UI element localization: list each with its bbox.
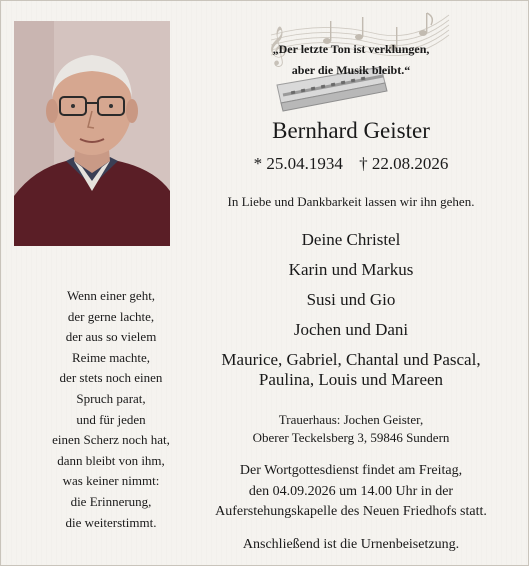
poem-line: Spruch parat, — [76, 390, 146, 406]
poem-line: was keiner nimmt: — [62, 473, 160, 489]
burial-info: Anschließend ist die Urnenbeisetzung. — [242, 537, 460, 552]
intro-text: In Liebe und Dankbarkeit lassen wir ihn gehen. — [227, 194, 475, 209]
deceased-name: Bernhard Geister — [272, 118, 430, 143]
poem-line: und für jeden — [76, 411, 146, 427]
mourners-list — [181, 230, 521, 390]
poem-line: dann bleibt von ihm, — [57, 452, 165, 468]
mourner-line: Jochen und Dani — [293, 320, 409, 339]
trauerhaus-line-2: Oberer Teckelsberg 3, 59846 Sundern — [252, 430, 450, 445]
poem-line: Wenn einer geht, — [66, 288, 156, 303]
poem — [21, 286, 201, 533]
memorial-quote — [201, 39, 501, 81]
svg-text:𝄞: 𝄞 — [267, 26, 288, 66]
poem-line: die weiterstimmt. — [65, 514, 157, 530]
trauerhaus-line-1: Trauerhaus: Jochen Geister, — [278, 412, 424, 427]
poem-line: die Erinnerung, — [70, 493, 152, 509]
birth-date: * 25.04.1934 — [253, 154, 343, 173]
quote-line-2: aber die Musik bleibt.“ — [291, 63, 411, 77]
mourner-line: Susi und Gio — [306, 290, 396, 309]
service-info — [171, 461, 529, 523]
poem-line: einen Scherz noch hat, — [52, 432, 170, 448]
mourner-line: Karin und Markus — [288, 260, 414, 279]
poem-line: der stets noch einen — [59, 370, 163, 386]
service-line-3: Auferstehungskapelle des Neuen Friedhofs statt. — [215, 504, 487, 519]
mourner-line: Paulina, Louis und Mareen — [258, 370, 444, 389]
service-line-1: Der Wortgottesdienst findet am Freitag, — [239, 463, 463, 478]
poem-line: der gerne lachte, — [67, 308, 155, 324]
portrait-photo — [14, 21, 170, 246]
life-dates — [201, 154, 501, 174]
poem-line: Reime machte, — [72, 349, 150, 365]
quote-line-1: „Der letzte Ton ist verklungen, — [272, 42, 430, 56]
trauerhaus-address — [181, 411, 521, 447]
poem-line: der aus so vielem — [65, 329, 157, 345]
mourner-line: Maurice, Gabriel, Chantal und Pascal, — [221, 350, 481, 369]
death-date: † 22.08.2026 — [359, 154, 449, 173]
service-line-2: den 04.09.2026 um 14.00 Uhr in der — [248, 483, 454, 499]
mourner-line: Deine Christel — [301, 230, 401, 249]
